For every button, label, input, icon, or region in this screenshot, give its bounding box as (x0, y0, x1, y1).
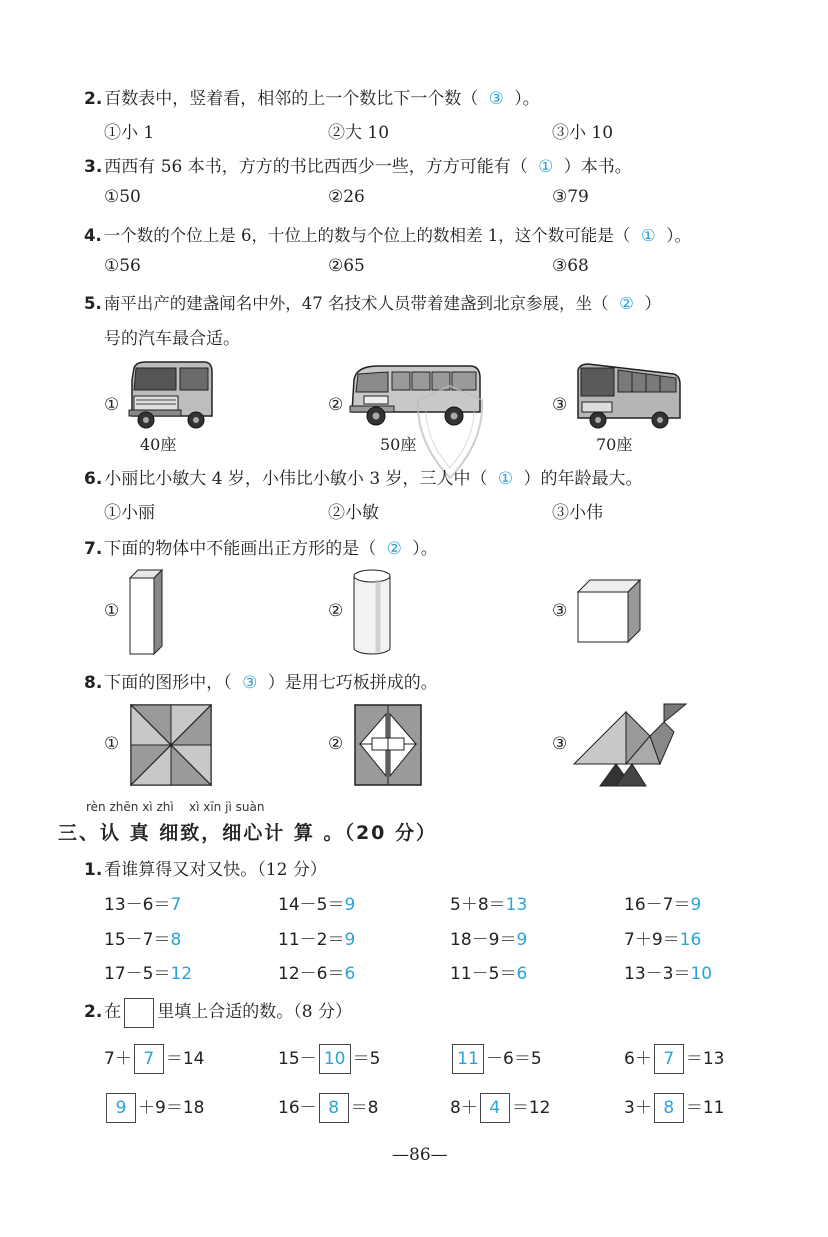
cylinder-image (352, 568, 392, 656)
option-3: ③68 (552, 256, 589, 276)
option-1: ①小丽 (104, 503, 155, 523)
answer-box: 7 (134, 1044, 164, 1074)
minibus-40-seat-image (126, 360, 216, 432)
cube-image (576, 578, 642, 644)
calc-item: 5＋8＝13 (450, 895, 528, 915)
option-3: ③小 10 (552, 123, 614, 143)
option-1: ①50 (104, 187, 141, 207)
option-mark-1: ① (104, 601, 120, 621)
question-number: 2. (84, 89, 103, 109)
calc-item: 12－6＝6 (278, 964, 356, 984)
option-2: ②小敏 (328, 503, 379, 523)
option-mark-3: ③ (552, 395, 568, 415)
answer: ② (386, 539, 402, 559)
answer: ③ (488, 89, 504, 109)
answer-box: 8 (319, 1093, 349, 1123)
question-6: 6. 小丽比小敏大 4 岁，小伟比小敏小 3 岁，三人中（ ① ）的年龄最大。 (84, 469, 643, 489)
option-mark-2: ② (328, 734, 344, 754)
answer: ① (538, 157, 554, 177)
option-mark-3: ③ (552, 734, 568, 754)
page-number: —86— (392, 1145, 448, 1165)
fill-item: 15－ 10 ＝5 (278, 1044, 380, 1074)
empty-box-icon (124, 998, 154, 1028)
calc-item: 11－2＝9 (278, 930, 356, 950)
calc-item: 7＋9＝16 (624, 930, 702, 950)
question-4: 4. 一个数的个位上是 6，十位上的数与个位上的数相差 1，这个数可能是（ ① ）。 (84, 226, 691, 245)
fill-item: 9 ＋9＝18 (104, 1093, 204, 1123)
fill-item: 6＋ 7 ＝13 (624, 1044, 724, 1074)
answer: ③ (242, 673, 258, 693)
option-mark-1: ① (104, 734, 120, 754)
part-2-title: 2. 在 里填上合适的数。（8 分） (84, 997, 352, 1028)
calc-item: 15－7＝8 (104, 930, 182, 950)
answer: ① (640, 226, 656, 245)
fill-item: 3＋ 8 ＝11 (624, 1093, 724, 1123)
calc-item: 16－7＝9 (624, 895, 702, 915)
fill-item: 11 －6＝5 (450, 1044, 542, 1074)
question-2: 2. 百数表中，竖着看，相邻的上一个数比下一个数（ ③ ）。 (84, 89, 540, 109)
option-mark-2: ② (328, 601, 344, 621)
part-1-title: 1. 看谁算得又对又快。（12 分） (84, 860, 327, 880)
option-3: ③小伟 (552, 503, 603, 523)
answer: ① (497, 469, 514, 489)
option-1: ①56 (104, 256, 141, 276)
pinwheel-square-image (130, 704, 212, 786)
option-mark-1: ① (104, 395, 120, 415)
fill-item: 8＋ 4 ＝12 (450, 1093, 550, 1123)
calc-item: 17－5＝12 (104, 964, 193, 984)
question-5: 5. 南平出产的建盏闻名中外，47 名技术人员带着建盏到北京参展，坐（ ② ） (84, 294, 661, 313)
answer: ② (619, 294, 634, 313)
calc-item: 13－6＝7 (104, 895, 182, 915)
coach-70-seat-image (574, 362, 682, 430)
option-2: ②大 10 (328, 123, 390, 143)
calc-item: 18－9＝9 (450, 930, 528, 950)
calc-item: 11－5＝6 (450, 964, 528, 984)
calc-item: 14－5＝9 (278, 895, 356, 915)
option-mark-2: ② (328, 395, 344, 415)
section-pinyin: rèn zhēn xì zhì xì xīn jì suàn (86, 800, 265, 814)
fill-item: 16－ 8 ＝8 (278, 1093, 378, 1123)
answer-box: 10 (319, 1044, 351, 1074)
option-mark-3: ③ (552, 601, 568, 621)
tangram-bird-image (570, 702, 690, 788)
caption-40: 40座 (140, 435, 177, 454)
question-3: 3. 西西有 56 本书，方方的书比西西少一些，方方可能有（ ① ）本书。 (84, 157, 632, 177)
question-5-line2: 号的汽车最合适。 (104, 329, 240, 349)
answer-box: 11 (452, 1044, 484, 1074)
fill-item: 7＋ 7 ＝14 (104, 1044, 204, 1074)
answer-box: 8 (654, 1093, 684, 1123)
option-3: ③79 (552, 187, 589, 207)
caption-50: 50座 (380, 435, 417, 454)
option-2: ②65 (328, 256, 365, 276)
option-2: ②26 (328, 187, 365, 207)
answer-box: 9 (106, 1093, 136, 1123)
question-7: 7. 下面的物体中不能画出正方形的是（ ② ）。 (84, 539, 438, 559)
calc-item: 13－3＝10 (624, 964, 713, 984)
cuboid-image (128, 568, 164, 656)
section-3-title: 三、认 真 细致，细心计 算 。（20 分） (58, 822, 438, 844)
answer-box: 7 (654, 1044, 684, 1074)
answer-box: 4 (480, 1093, 510, 1123)
option-1: ①小 1 (104, 123, 155, 143)
question-8: 8. 下面的图形中，（ ③ ）是用七巧板拼成的。 (84, 673, 438, 693)
cut-square-image (354, 704, 422, 786)
caption-70: 70座 (596, 435, 633, 454)
